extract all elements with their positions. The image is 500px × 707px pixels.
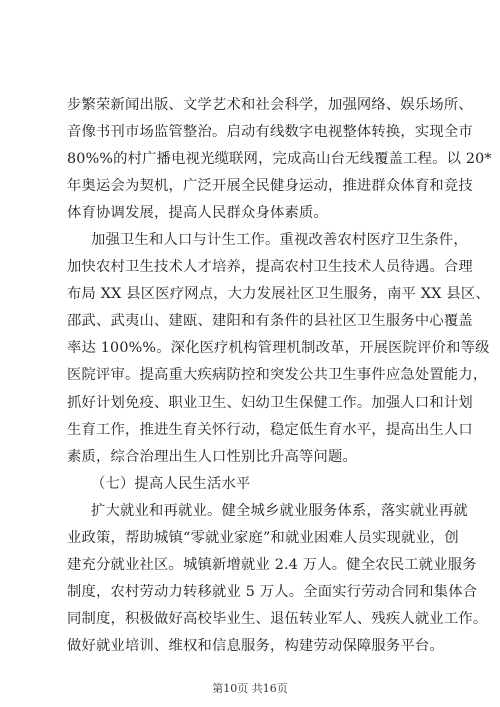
text-line: 业政策，帮助城镇“零就业家庭”和就业困难人员实现就业，创 bbox=[67, 529, 459, 546]
text-line: 医院评审。提高重大疾病防控和突发公共卫生事件应急处置能力， bbox=[67, 367, 488, 384]
text-line: （七）提高人民生活水平 bbox=[91, 475, 251, 492]
text-line: 体育协调发展，提高人民群众身体素质。 bbox=[67, 205, 328, 222]
text-line: 80%%的村广播电视光缆联网，完成高山台无线覆盖工程。以 20* bbox=[67, 151, 492, 168]
text-line: 加快农村卫生技术人才培养，提高农村卫生技术人员待遇。合理 bbox=[67, 259, 473, 276]
text-line: 布局 XX 县区医疗网点，大力发展社区卫生服务，南平 XX 县区、 bbox=[67, 286, 490, 303]
text-line: 同制度，积极做好高校毕业生、退伍转业军人、残疾人就业工作。 bbox=[67, 610, 488, 627]
page-footer: 第10页 共16页 bbox=[212, 682, 288, 695]
text-line: 步繁荣新闻出版、文学艺术和社会科学，加强网络、娱乐场所、 bbox=[67, 97, 473, 113]
text-line: 生育工作，推进生育关怀行动，稳定低生育水平，提高出生人口 bbox=[67, 421, 473, 438]
text-line: 做好就业培训、维权和信息服务，构建劳动保障服务平台。 bbox=[67, 637, 444, 654]
text-line: 建充分就业社区。城镇新增就业 2.4 万人。健全农民工就业服务 bbox=[67, 556, 477, 573]
text-line: 年奥运会为契机，广泛开展全民健身运动，推进群众体育和竞技 bbox=[67, 178, 473, 195]
text-line: 制度，农村劳动力转移就业 5 万人。全面实行劳动合同和集体合 bbox=[67, 583, 478, 600]
document-body bbox=[67, 92, 492, 660]
text-line: 率达 100%%。深化医疗机构管理机制改革，开展医院评价和等级 bbox=[67, 340, 490, 357]
text-line: 抓好计划免疫、职业卫生、妇幼卫生保健工作。加强人口和计划 bbox=[67, 394, 473, 411]
text-line: 扩大就业和再就业。健全城乡就业服务体系，落实就业再就 bbox=[91, 502, 468, 519]
text-line: 素质，综合治理出生人口性别比升高等问题。 bbox=[67, 448, 357, 465]
text-line: 音像书刊市场监管整治。启动有线数字电视整体转换，实现全市 bbox=[67, 124, 473, 141]
text-line: 邵武、武夷山、建瓯、建阳和有条件的县社区卫生服务中心覆盖 bbox=[67, 313, 473, 330]
text-line: 加强卫生和人口与计生工作。重视改善农村医疗卫生条件， bbox=[91, 232, 468, 249]
